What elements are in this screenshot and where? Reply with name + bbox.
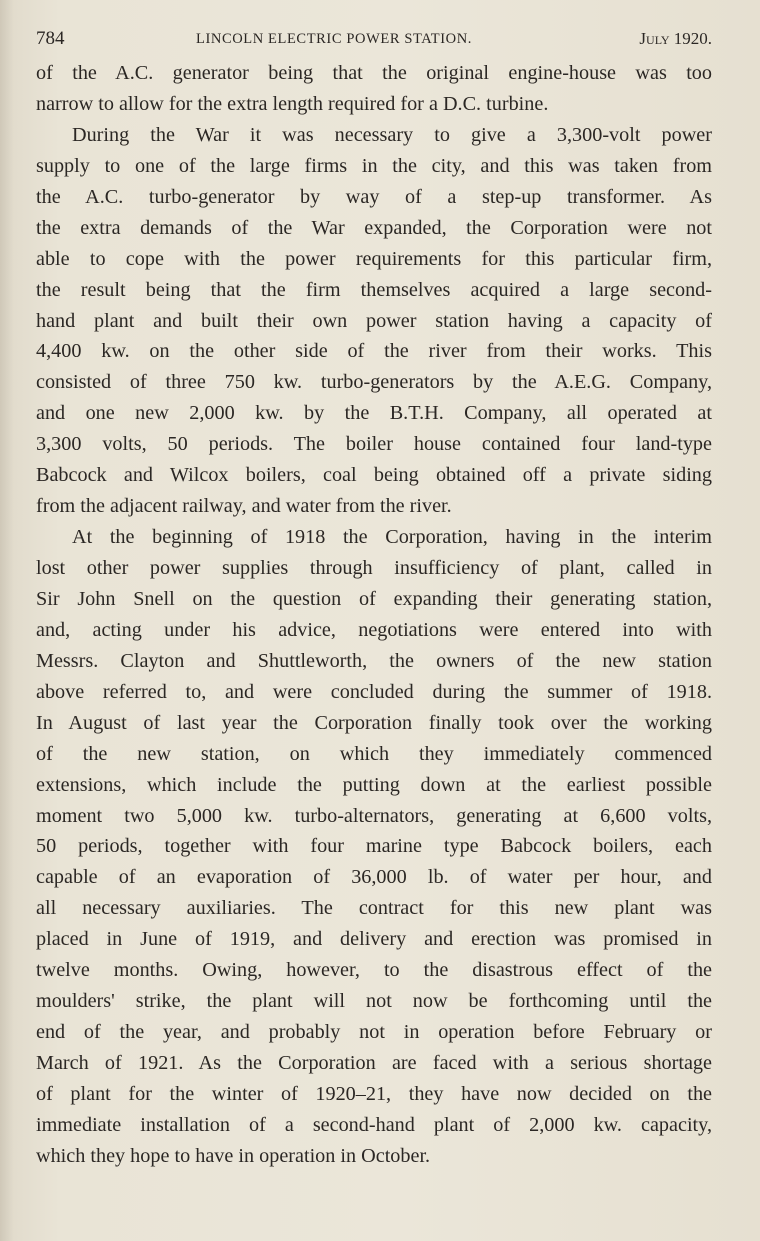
- text-line: March of 1921. As the Corporation are faced with a serious shortage: [36, 1052, 712, 1074]
- text-line: capable of an evaporation of 36,000 lb. of water per hour, and: [36, 866, 712, 889]
- paragraph: [36, 522, 712, 1172]
- text-line: of the A.C. generator being that the original engine-house was too: [36, 62, 712, 84]
- text-line: consisted of three 750 kw. turbo-generators by the A.E.G. Company,: [36, 371, 712, 394]
- text-line: narrow to allow for the extra length required for a D.C. turbine.: [36, 92, 549, 115]
- issue-date: July 1920.: [639, 29, 712, 48]
- text-line: of plant for the winter of 1920–21, they have now decided on the: [36, 1082, 712, 1105]
- body-text: [36, 58, 712, 1172]
- text-line: the result being that the firm themselves acquired a large second-: [36, 278, 712, 301]
- text-line: and, acting under his advice, negotiations were entered into with: [36, 618, 712, 641]
- text-line: of the new station, on which they immediately commenced: [36, 742, 712, 765]
- text-line: able to cope with the power requirements for this particular firm,: [36, 247, 712, 270]
- text-line: the extra demands of the War expanded, the Corporation were not: [36, 216, 712, 239]
- text-line: the A.C. turbo-generator by way of a step-up transformer. As: [36, 185, 712, 208]
- text-line: 4,400 kw. on the other side of the river from their works. This: [36, 340, 712, 363]
- text-line: supply to one of the large firms in the city, and this was taken from: [36, 154, 712, 177]
- running-header: [36, 28, 712, 54]
- text-line: all necessary auxiliaries. The contract for this new plant was: [36, 897, 712, 920]
- text-line: hand plant and built their own power station having a capacity of: [36, 309, 712, 332]
- text-line: 50 periods, together with four marine type Babcock boilers, each: [36, 835, 712, 858]
- text-line: which they hope to have in operation in October.: [36, 1144, 431, 1167]
- text-line: 3,300 volts, 50 periods. The boiler house contained four land-type: [36, 433, 712, 456]
- running-title: LINCOLN ELECTRIC POWER STATION.: [196, 31, 473, 47]
- text-line: moment two 5,000 kw. turbo-alternators, generating at 6,600 volts,: [36, 804, 712, 827]
- text-line: from the adjacent railway, and water from the river.: [36, 495, 452, 518]
- text-line: above referred to, and were concluded during the summer of 1918.: [36, 680, 712, 703]
- text-line: immediate installation of a second-hand plant of 2,000 kw. capacity,: [36, 1113, 712, 1136]
- text-line: placed in June of 1919, and delivery and erection was promised in: [36, 928, 712, 951]
- text-line: moulders' strike, the plant will not now be forthcoming until the: [36, 990, 712, 1013]
- text-line: At the beginning of 1918 the Corporation, having in the interim: [72, 526, 712, 549]
- paragraph: [36, 120, 712, 522]
- text-line: Messrs. Clayton and Shuttleworth, the owners of the new station: [36, 649, 712, 672]
- text-line: twelve months. Owing, however, to the disastrous effect of the: [36, 959, 712, 982]
- text-line: and one new 2,000 kw. by the B.T.H. Company, all operated at: [36, 402, 712, 425]
- text-line: During the War it was necessary to give a 3,300-volt power: [72, 123, 712, 146]
- text-line: end of the year, and probably not in operation before February or: [36, 1021, 712, 1044]
- text-line: extensions, which include the putting down at the earliest possible: [36, 773, 712, 796]
- paragraph: [36, 58, 712, 120]
- text-line: Babcock and Wilcox boilers, coal being obtained off a private siding: [36, 464, 712, 487]
- page-number: 784: [36, 28, 65, 49]
- text-line: Sir John Snell on the question of expanding their generating station,: [36, 587, 712, 610]
- text-line: In August of last year the Corporation finally took over the working: [36, 711, 712, 734]
- text-line: lost other power supplies through insufficiency of plant, called in: [36, 557, 712, 579]
